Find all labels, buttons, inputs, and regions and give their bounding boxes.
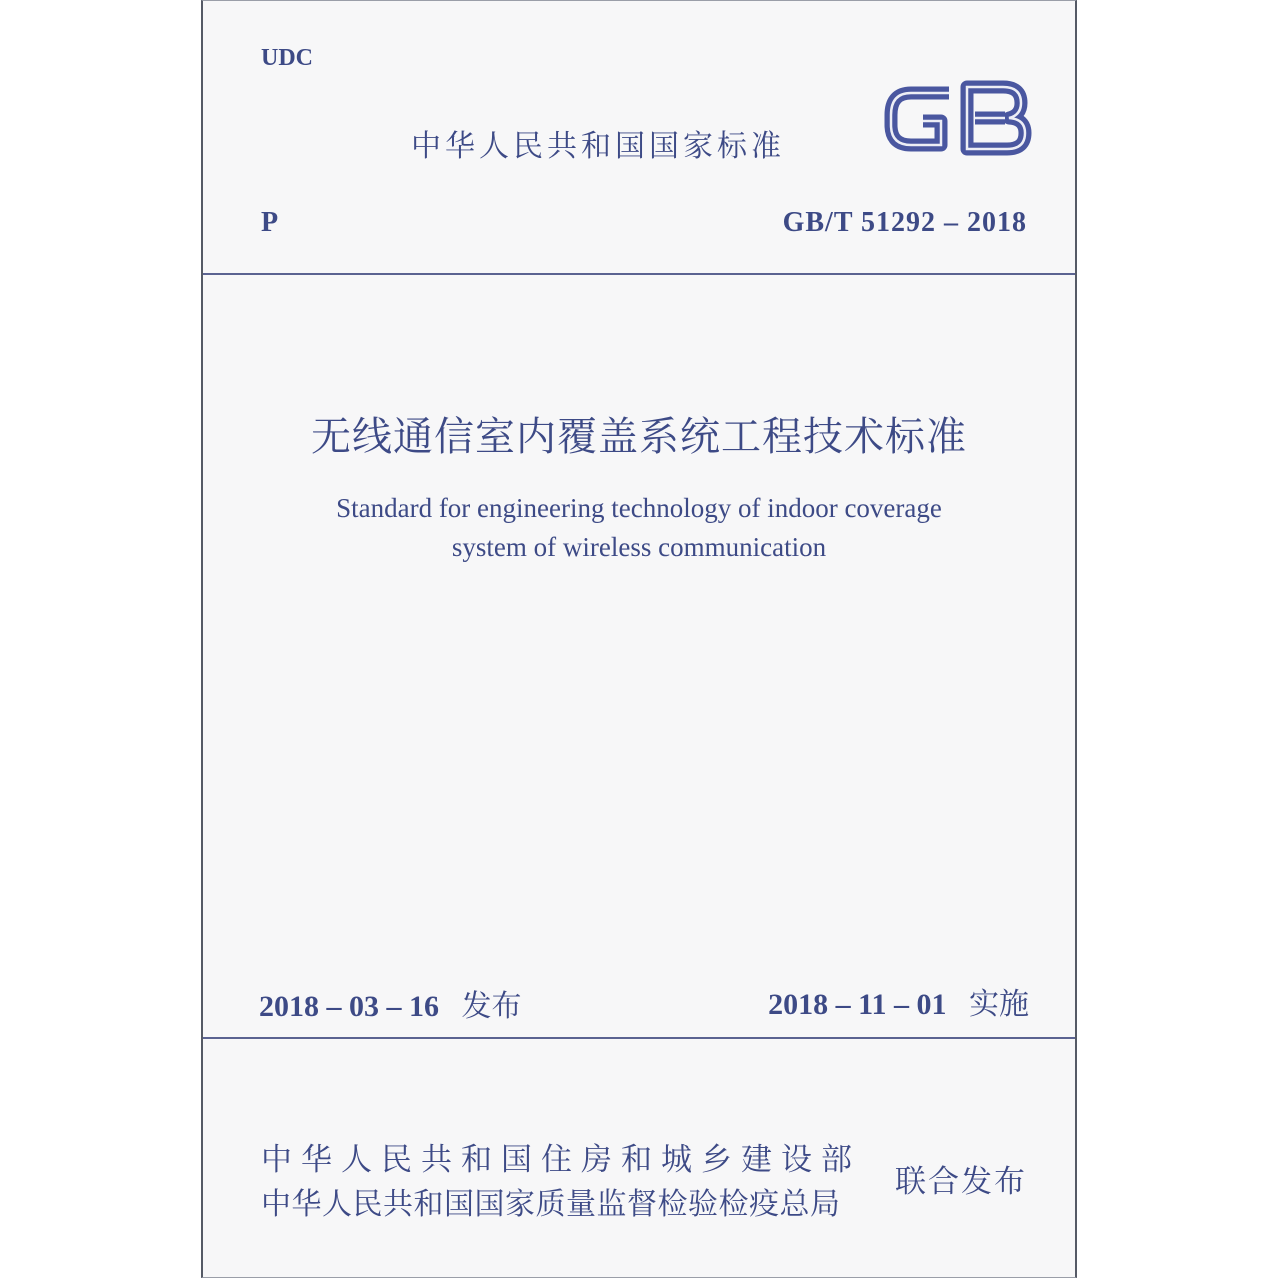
issue-label: 发布 (461, 989, 522, 1024)
issue-date: 2018 – 03 – 16 (259, 990, 439, 1023)
header-divider (203, 273, 1075, 275)
issuer-ministry-housing: 中华人民共和国住房和城乡建设部 (261, 1142, 861, 1178)
title-chinese: 无线通信室内覆盖系统工程技术标准 (311, 414, 967, 460)
footer-divider (203, 1037, 1075, 1039)
issue-date-block (259, 981, 522, 1025)
implementation-date: 2018 – 11 – 01 (768, 988, 947, 1021)
gb-logo-icon (879, 75, 1035, 161)
standard-cover (201, 0, 1077, 1278)
title-english-line2: system of wireless communication (451, 532, 827, 562)
national-standard-heading: 中华人民共和国国家标准 (411, 129, 785, 164)
title-english-line1: Standard for engineering technology of indoor coverage (336, 493, 942, 523)
joint-issue-label: 联合发布 (895, 1164, 1027, 1200)
udc-label: UDC (261, 45, 313, 71)
category-code: P (261, 207, 279, 238)
implementation-date-block (768, 979, 1029, 1023)
standard-number: GB/T 51292 – 2018 (782, 207, 1027, 238)
issuer-aqsiq: 中华人民共和国国家质量监督检验检疫总局 (261, 1187, 841, 1222)
implementation-label: 实施 (969, 987, 1029, 1022)
